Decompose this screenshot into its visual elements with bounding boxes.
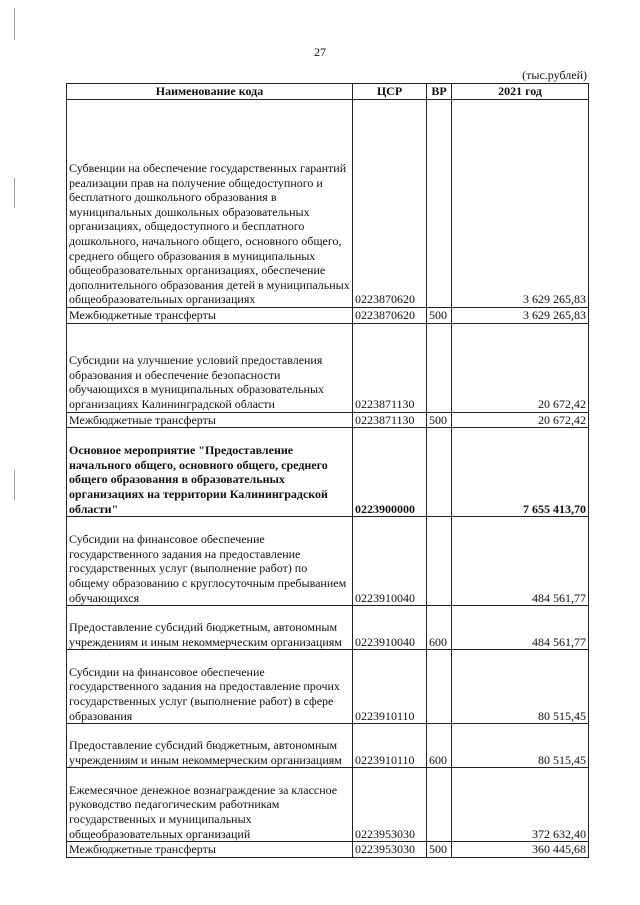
table-row — [67, 517, 589, 606]
row-csr: 0223953030 — [353, 842, 427, 858]
row-csr: 0223953030 — [353, 768, 427, 842]
row-name: Межбюджетные трансферты — [67, 412, 353, 428]
table-row — [67, 842, 589, 858]
row-vr: 500 — [427, 412, 452, 428]
row-vr — [427, 323, 452, 412]
row-vr — [427, 650, 452, 724]
table-row — [67, 650, 589, 724]
table-row — [67, 323, 589, 412]
row-csr: 0223870620 — [353, 100, 427, 308]
table-row — [67, 412, 589, 428]
row-name: Субсидии на финансовое обеспечение государственного задания на предоставление прочих государственных услуг (выполнение работ) в сфере образования — [67, 650, 353, 724]
row-vr: 500 — [427, 308, 452, 324]
row-amount: 80 515,45 — [452, 650, 589, 724]
row-csr: 0223910040 — [353, 606, 427, 650]
row-vr: 600 — [427, 606, 452, 650]
row-vr — [427, 768, 452, 842]
row-name: Ежемесячное денежное вознаграждение за классное руководство педагогическим работникам государственных и муниципальных общеобразовательных организаций — [67, 768, 353, 842]
row-name: Субсидии на улучшение условий предоставления образования и обеспечение безопасности обучающихся в муниципальных образовательных организациях Калининградской области — [67, 323, 353, 412]
unit-note: (тыс.рублей) — [522, 68, 587, 82]
row-amount: 484 561,77 — [452, 606, 589, 650]
row-amount: 360 445,68 — [452, 842, 589, 858]
header-year: 2021 год — [452, 84, 589, 100]
row-name: Субвенции на обеспечение государственных гарантий реализации прав на получение общедоступного и бесплатного дошкольного образования в муниципальных дошкольных образовательных организациях, общедоступного и бесплатного дошкольного, начального общего, основного общего, среднего общего образования в муниципальных общеобразовательных организациях, обеспечение дополнительного образования детей в муниципальных общеобразовательных организациях — [67, 100, 353, 308]
row-csr: 0223900000 — [353, 428, 427, 517]
row-name: Основное мероприятие "Предоставление начального общего, основного общего, среднего общего образования в образовательных организациях на территории Калининградской области" — [67, 428, 353, 517]
row-amount: 80 515,45 — [452, 724, 589, 768]
scan-edge-mark — [14, 470, 15, 500]
row-csr: 0223910110 — [353, 724, 427, 768]
table-header-row — [67, 84, 589, 100]
row-vr — [427, 517, 452, 606]
header-vr: ВР — [427, 84, 452, 100]
row-name: Предоставление субсидий бюджетным, автономным учреждениям и иным некоммерческим организациям — [67, 606, 353, 650]
row-csr: 0223870620 — [353, 308, 427, 324]
table-row — [67, 606, 589, 650]
row-name: Межбюджетные трансферты — [67, 308, 353, 324]
row-amount: 3 629 265,83 — [452, 100, 589, 308]
page-number: 27 — [314, 45, 326, 59]
table-row — [67, 724, 589, 768]
row-name: Межбюджетные трансферты — [67, 842, 353, 858]
row-amount: 20 672,42 — [452, 323, 589, 412]
row-name: Субсидии на финансовое обеспечение государственного задания на предоставление государственных услуг (выполнение работ) по общему образованию с круглосуточным пребыванием обучающихся — [67, 517, 353, 606]
row-csr: 0223910110 — [353, 650, 427, 724]
scan-edge-mark — [14, 178, 15, 208]
row-name: Предоставление субсидий бюджетным, автономным учреждениям и иным некоммерческим организациям — [67, 724, 353, 768]
table-row — [67, 308, 589, 324]
row-vr: 500 — [427, 842, 452, 858]
table-row — [67, 428, 589, 517]
table-row — [67, 768, 589, 842]
row-amount: 7 655 413,70 — [452, 428, 589, 517]
table-body — [67, 100, 589, 858]
row-vr — [427, 100, 452, 308]
scan-edge-mark — [14, 8, 15, 40]
row-csr: 0223871130 — [353, 323, 427, 412]
table-row — [67, 100, 589, 308]
row-amount: 372 632,40 — [452, 768, 589, 842]
budget-table — [66, 83, 589, 858]
row-vr: 600 — [427, 724, 452, 768]
row-amount: 20 672,42 — [452, 412, 589, 428]
row-csr: 0223871130 — [353, 412, 427, 428]
header-csr: ЦСР — [353, 84, 427, 100]
row-amount: 484 561,77 — [452, 517, 589, 606]
row-amount: 3 629 265,83 — [452, 308, 589, 324]
row-vr — [427, 428, 452, 517]
header-name: Наименование кода — [67, 84, 353, 100]
row-csr: 0223910040 — [353, 517, 427, 606]
